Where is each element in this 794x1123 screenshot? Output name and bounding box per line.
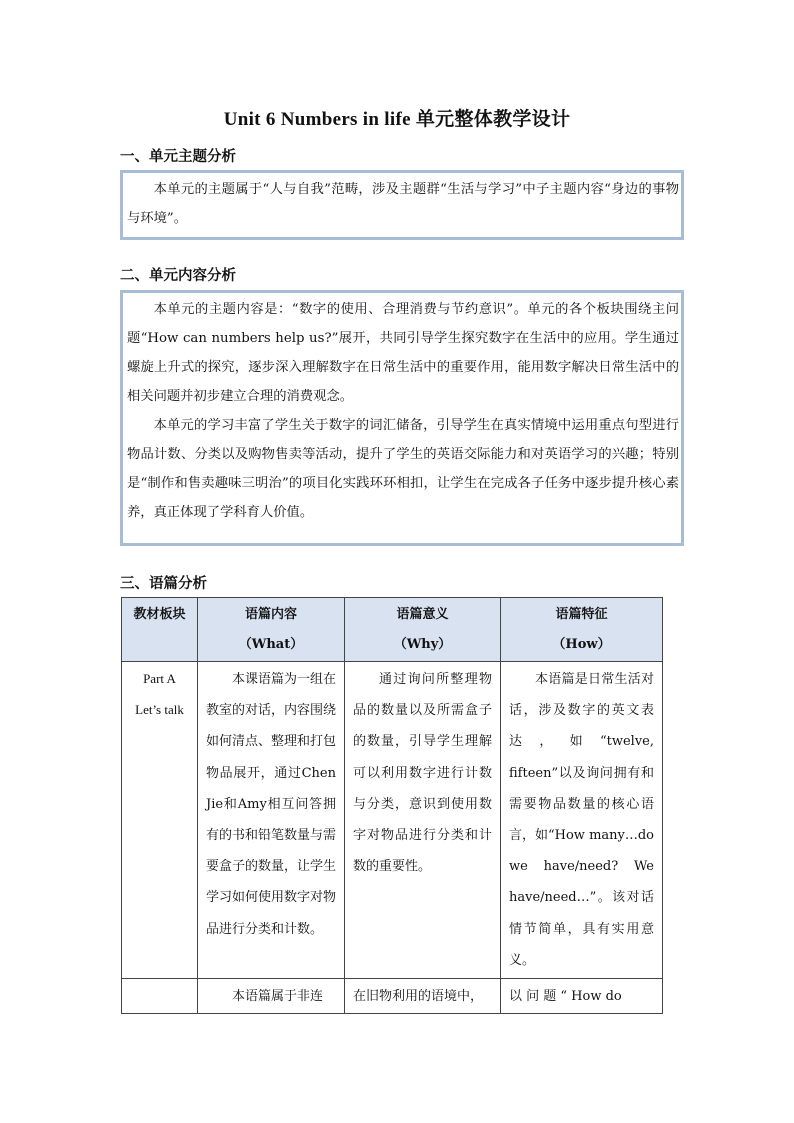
what-text: 本语篇属于非连: [232, 989, 324, 1005]
table-header-row: [122, 598, 663, 662]
module-lesson: Let’s talk: [135, 702, 184, 717]
what-cell: [198, 662, 345, 979]
header-why: [345, 598, 501, 662]
document-title: Unit 6 Numbers in life 单元整体教学设计: [223, 109, 571, 130]
header-how: [501, 598, 663, 662]
how-text: 本语篇是日常生活对话，涉及数字的英文表达，如“twelve, fifteen”以及询问拥有和需要物品数量的核心语言，如“How many…do we have/need? We have/need…”。该对话情节简单，具有实用意义。: [509, 672, 655, 968]
how-text: 以 问 题 “ How do: [509, 989, 622, 1005]
why-text: 在旧物利用的语境中，: [353, 989, 484, 1005]
module-cell: [122, 979, 198, 1014]
why-cell: [345, 662, 501, 979]
what-text: 本课语篇为一组在教室的对话，内容围绕如何清点、整理和打包物品展开，通过Chen Jie和Amy相互问答拥有的书和铅笔数量与需要盒子的数量，让学生学习如何使用数字对物品进行分类和计数。: [206, 672, 337, 937]
how-cell: [501, 979, 663, 1014]
header-why-sub: （Why）: [393, 636, 452, 652]
module-part: Part A: [143, 671, 176, 686]
header-what: [198, 598, 345, 662]
header-how-label: 语篇特征: [555, 606, 608, 622]
header-how-sub: （How）: [552, 636, 611, 652]
what-cell: [198, 979, 345, 1014]
module-cell: [122, 662, 198, 979]
content-paragraph-2: 本单元的学习丰富了学生关于数字的词汇储备，引导学生在真实情境中运用重点句型进行物品计数、分类以及购物售卖等活动，提升了学生的英语交际能力和对英语学习的兴趣；特别是“制作和售卖趣味三明治”的项目化实践环环相扣，让学生在完成各子任务中逐步提升核心素养，真正体现了学科育人价值。: [127, 418, 679, 520]
table-row: [122, 662, 663, 979]
section-heading-text-analysis: 三、语篇分析: [120, 575, 207, 592]
header-module: [122, 598, 198, 662]
header-what-sub: （What）: [238, 636, 304, 652]
header-module-label: 教材板块: [133, 606, 186, 622]
text-analysis-table: [121, 597, 663, 1014]
theme-paragraph: 本单元的主题属于“人与自我”范畴，涉及主题群“生活与学习”中子主题内容“身边的事物与环境”。: [127, 182, 679, 226]
how-cell: [501, 662, 663, 979]
theme-analysis-box: [120, 170, 684, 240]
content-paragraph-1: 本单元的主题内容是：“数字的使用、合理消费与节约意识”。单元的各个板块围绕主问题“How can numbers help us?”展开，共同引导学生探究数字在生活中的应用。学生通过螺旋上升式的探究，逐步深入理解数字在日常生活中的重要作用，能用数字解决日常生活中的相关问题并初步建立合理的消费观念。: [127, 302, 679, 404]
why-cell: [345, 979, 501, 1014]
section-heading-content: 二、单元内容分析: [120, 267, 236, 284]
content-analysis-box: [120, 290, 684, 546]
table-row: [122, 979, 663, 1014]
header-why-label: 语篇意义: [396, 606, 449, 622]
section-heading-theme: 一、单元主题分析: [120, 148, 236, 165]
header-what-label: 语篇内容: [244, 606, 297, 622]
why-text: 通过询问所整理物品的数量以及所需盒子的数量，引导学生理解可以利用数字进行计数与分类，意识到使用数字对物品进行分类和计数的重要性。: [353, 672, 492, 875]
